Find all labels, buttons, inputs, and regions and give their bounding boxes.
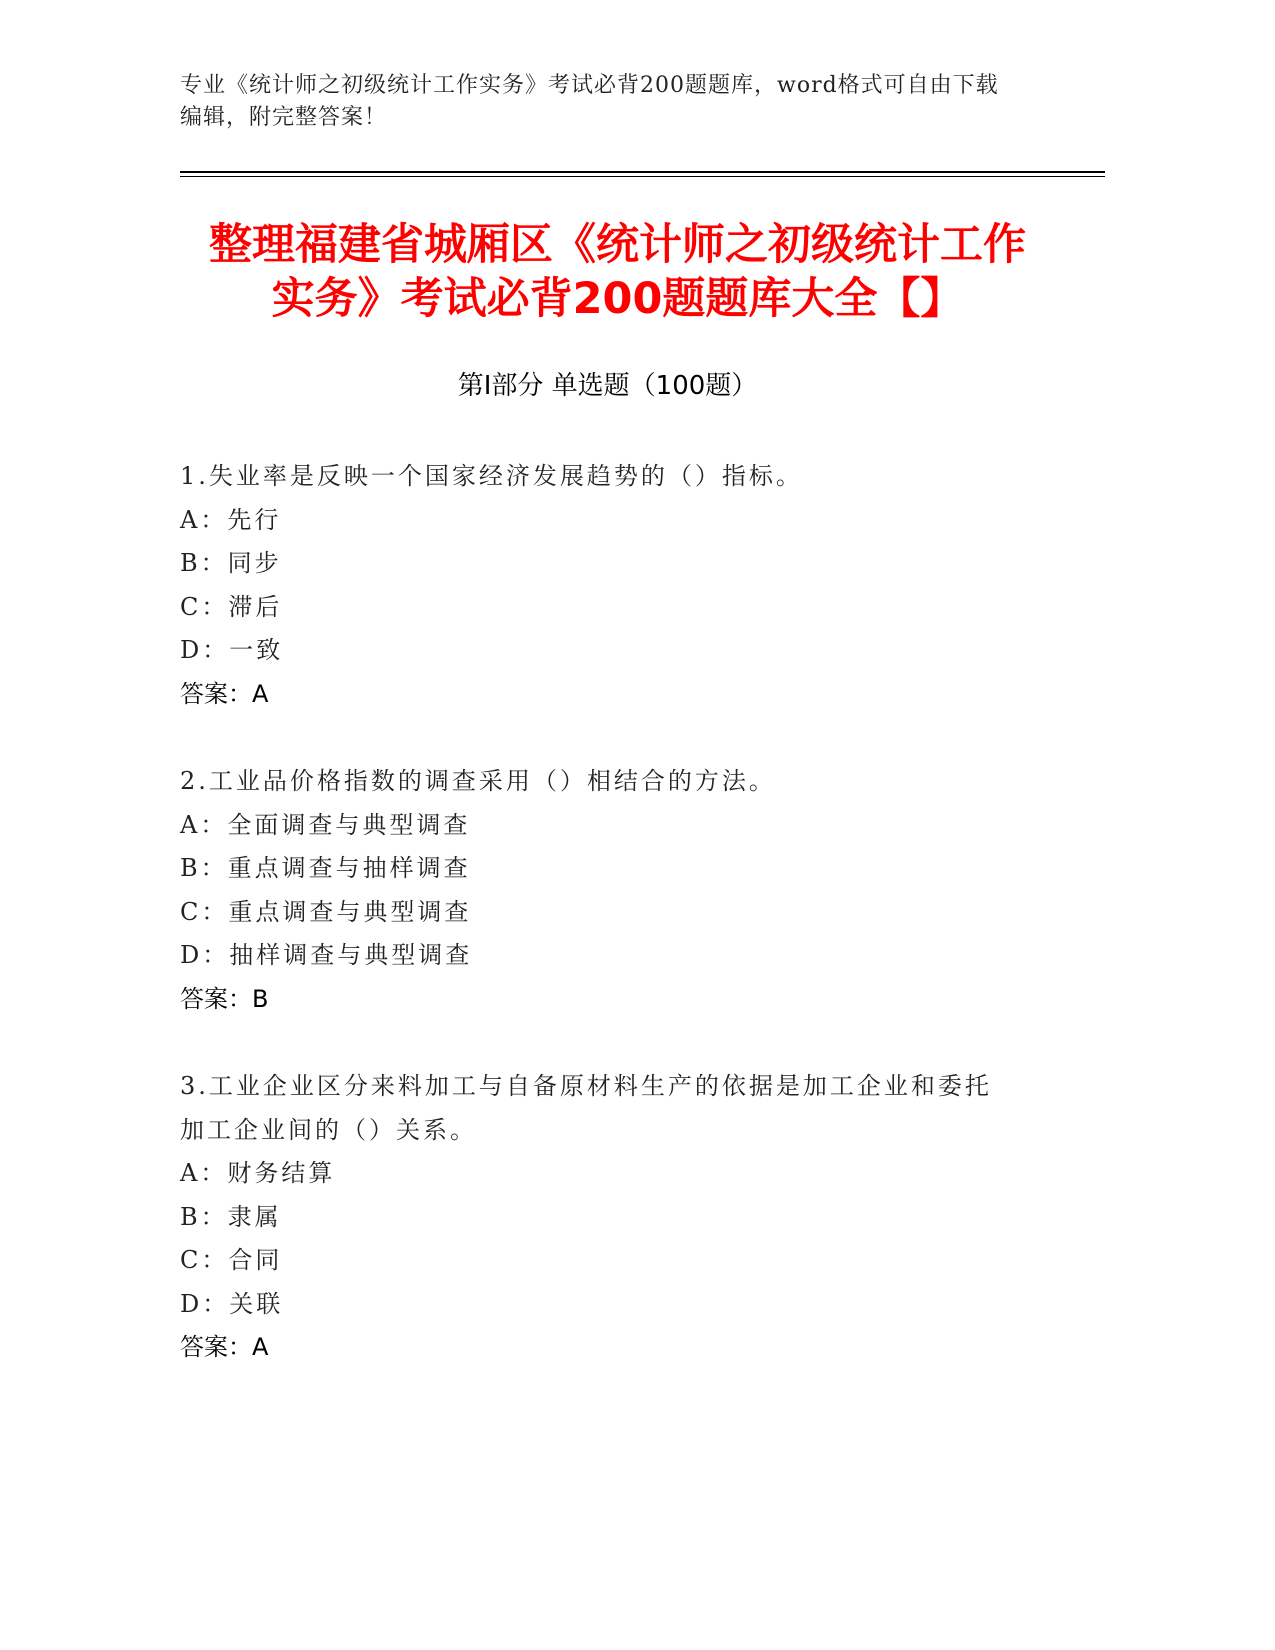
question-stem-line: 2.工业品价格指数的调查采用（）相结合的方法。 [180, 767, 776, 795]
option-a: A：先行 [180, 505, 282, 534]
answer-line: 答案：B [180, 984, 269, 1013]
header-note-line-2: 编辑，附完整答案！ [180, 105, 388, 130]
question-stem [180, 760, 1040, 804]
question-stem [180, 1065, 1040, 1152]
option-b: B：隶属 [180, 1202, 282, 1231]
document-title-line-1: 整理福建省城厢区《统计师之初级统计工作 [209, 220, 1026, 270]
option-c: C：重点调查与典型调查 [180, 897, 472, 926]
question-list [180, 455, 1040, 1414]
question-2 [180, 760, 1040, 1021]
question-stem-line: 3.工业企业区分来料加工与自备原材料生产的依据是加工企业和委托 [180, 1072, 992, 1100]
header-rule-thin [180, 176, 1105, 177]
question-stem [180, 455, 1040, 499]
answer-line: 答案：A [180, 679, 269, 708]
section-title: 第Ⅰ部分 单选题（100题） [457, 371, 758, 401]
option-d: D：抽样调查与典型调查 [180, 941, 473, 969]
option-d: D：一致 [180, 636, 284, 664]
option-d: D：关联 [180, 1289, 284, 1318]
question-3 [180, 1065, 1040, 1370]
option-c: C：合同 [180, 1246, 283, 1274]
answer-line: 答案：A [180, 1333, 269, 1361]
question-stem-line: 加工企业间的（）关系。 [180, 1115, 477, 1144]
document-title-line-2: 实务》考试必背200题题库大全【】 [271, 274, 964, 324]
option-b: B：重点调查与抽样调查 [180, 854, 471, 882]
header-rule-thick [180, 171, 1105, 173]
option-a: A：全面调查与典型调查 [180, 810, 471, 839]
question-1 [180, 455, 1040, 716]
document-title [150, 218, 1085, 326]
option-c: C：滞后 [180, 592, 283, 621]
option-b: B：同步 [180, 549, 282, 577]
header-note [180, 70, 1040, 134]
option-a: A：财务结算 [180, 1159, 336, 1187]
header-note-line-1: 专业《统计师之初级统计工作实务》考试必背200题题库，word格式可自由下载 [180, 73, 999, 98]
question-stem-line: 1.失业率是反映一个国家经济发展趋势的（）指标。 [180, 462, 803, 490]
